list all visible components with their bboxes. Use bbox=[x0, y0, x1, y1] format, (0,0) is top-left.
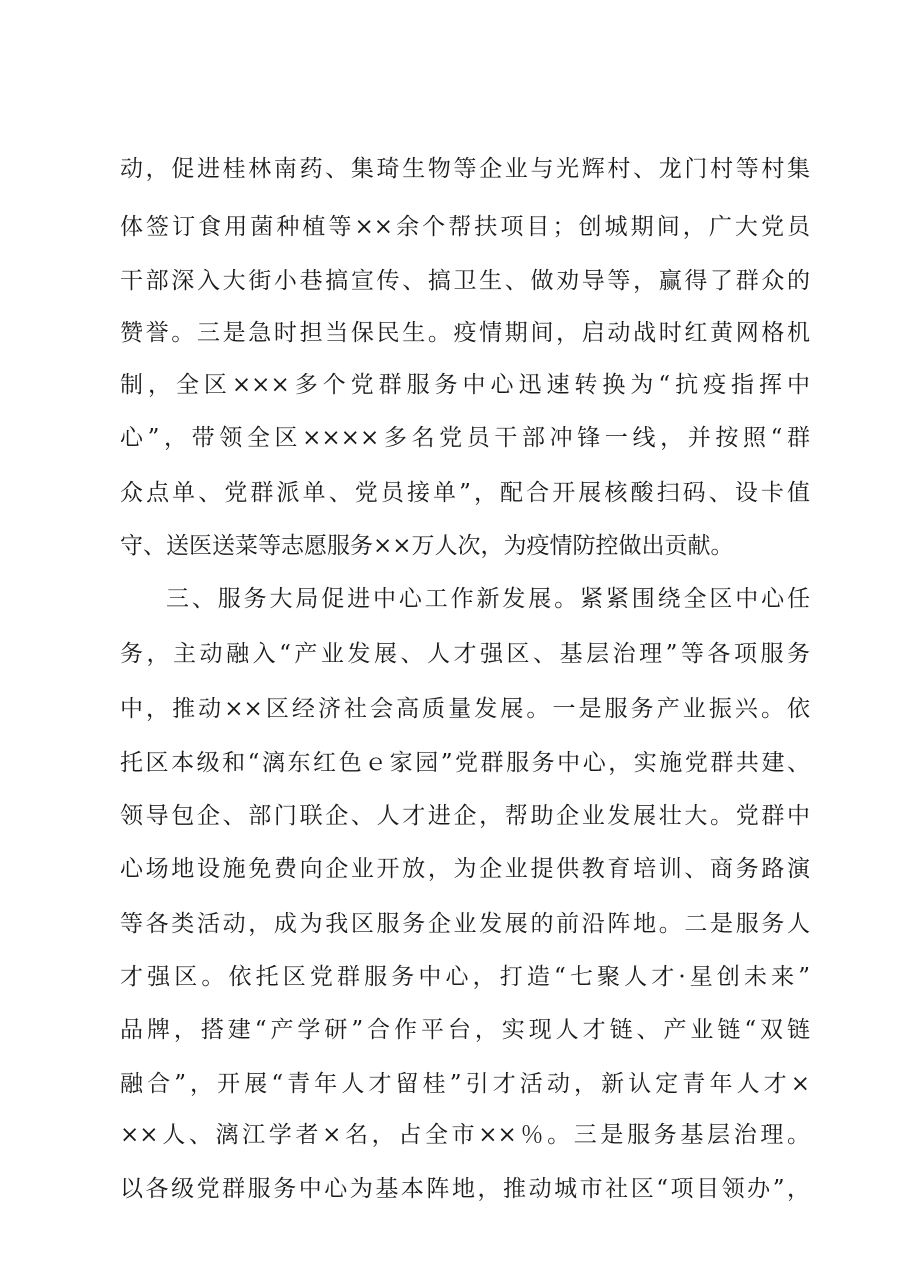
paragraph-2-line-1: 三、服务大局促进中心工作新发展。紧紧围绕全区中心任 bbox=[166, 586, 810, 612]
paragraph-1-line-1: 动，促进桂林南药、集琦生物等企业与光辉村、龙门村等村集 bbox=[120, 156, 810, 182]
paragraph-2-line-11: ××人、漓江学者×名，占全市××％。三是服务基层治理。 bbox=[120, 1122, 810, 1148]
paragraph-1-line-3: 干部深入大街小巷搞宣传、搞卫生、做劝导等，赢得了群众的 bbox=[120, 268, 810, 294]
paragraph-2-line-4: 托区本级和“漓东红色ｅ家园”党群服务中心，实施党群共建、 bbox=[120, 750, 810, 776]
paragraph-2-line-5: 领导包企、部门联企、人才进企，帮助企业发展壮大。党群中 bbox=[120, 803, 810, 829]
paragraph-2-line-9: 品牌，搭建“产学研”合作平台，实现人才链、产业链“双链 bbox=[120, 1017, 810, 1043]
paragraph-1-line-4: 赞誉。三是急时担当保民生。疫情期间，启动战时红黄网格机 bbox=[120, 320, 810, 346]
paragraph-2-line-2: 务，主动融入“产业发展、人才强区、基层治理”等各项服务 bbox=[120, 641, 810, 667]
paragraph-2-line-12: 以各级党群服务中心为基本阵地，推动城市社区“项目领办”， bbox=[120, 1176, 810, 1202]
paragraph-1-line-2: 体签订食用菌种植等××余个帮扶项目；创城期间，广大党员 bbox=[120, 214, 810, 240]
paragraph-2-line-7: 等各类活动，成为我区服务企业发展的前沿阵地。二是服务人 bbox=[120, 911, 810, 937]
paragraph-1-line-6: 心”，带领全区××××多名党员干部冲锋一线，并按照“群 bbox=[120, 425, 810, 451]
paragraph-1-line-7: 众点单、党群派单、党员接单”，配合开展核酸扫码、设卡值 bbox=[120, 480, 810, 506]
paragraph-2-line-3: 中，推动××区经济社会高质量发展。一是服务产业振兴。依 bbox=[120, 696, 810, 722]
paragraph-2-line-6: 心场地设施免费向企业开放，为企业提供教育培训、商务路演 bbox=[120, 856, 810, 882]
paragraph-2-line-10: 融合”，开展“青年人才留桂”引才活动，新认定青年人才× bbox=[120, 1071, 810, 1097]
paragraph-2-line-8: 才强区。依托区党群服务中心，打造“七聚人才·星创未来” bbox=[120, 964, 810, 990]
paragraph-1-line-5: 制，全区×××多个党群服务中心迅速转换为“抗疫指挥中 bbox=[120, 372, 810, 398]
paragraph-1-line-8: 守、送医送菜等志愿服务××万人次，为疫情防控做出贡献。 bbox=[120, 533, 734, 559]
